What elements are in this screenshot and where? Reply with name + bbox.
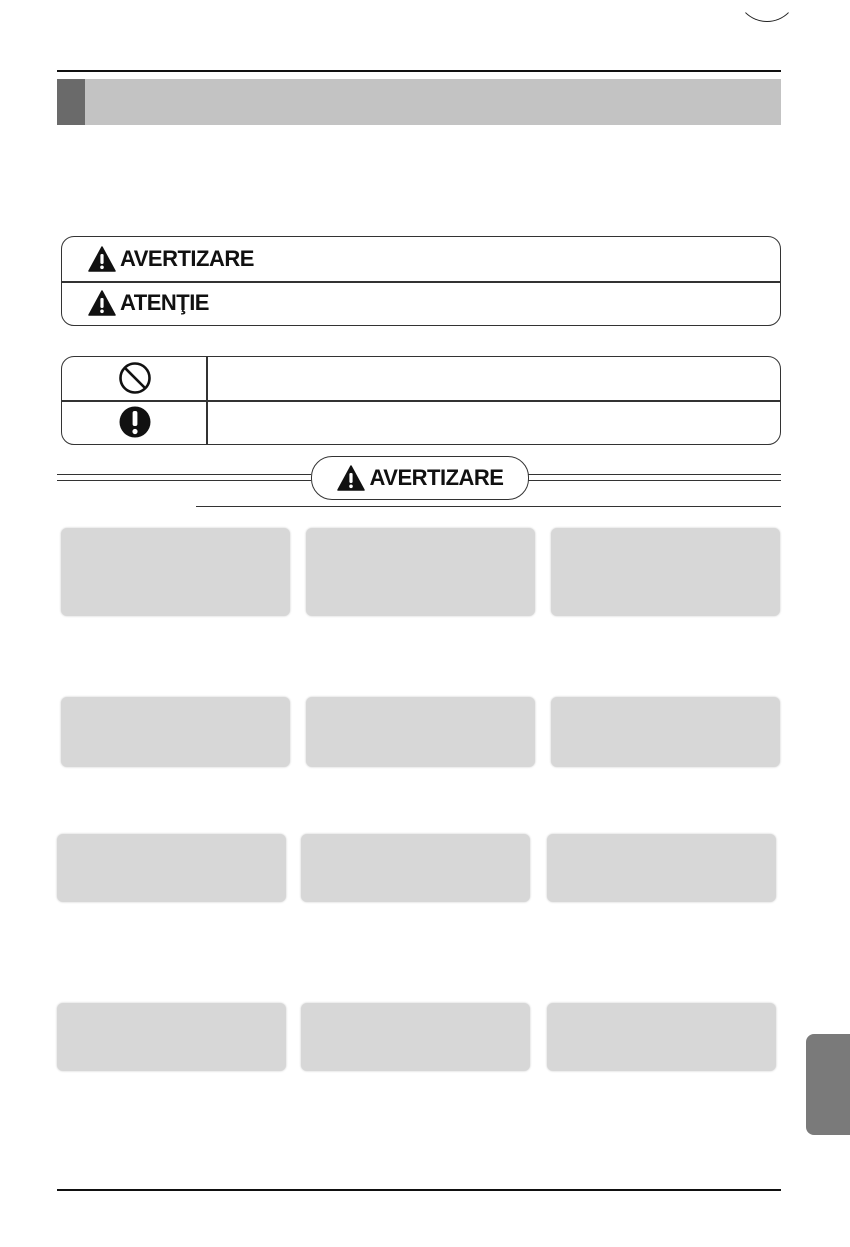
- page-corner-curve: [736, 0, 798, 22]
- symbol-legend-box: [61, 356, 781, 445]
- hazard-legend-box: [61, 236, 781, 326]
- illustration-card: [306, 528, 535, 616]
- illustration-card: [551, 528, 780, 616]
- legend-divider: [62, 281, 780, 283]
- symbol-legend-divider: [62, 400, 780, 402]
- exclamation-icon: [118, 405, 152, 439]
- warning-header-line-left-top: [57, 474, 311, 475]
- illustration-card: [61, 528, 290, 616]
- illustration-card: [57, 1003, 286, 1071]
- illustration-card: [61, 697, 290, 767]
- caution-triangle-icon: [88, 290, 116, 316]
- illustration-card: [301, 1003, 530, 1071]
- illustration-card: [306, 697, 535, 767]
- header-rule: [57, 70, 781, 72]
- warning-header-line-right-top: [527, 474, 781, 475]
- caution-legend-label: ATENŢIE: [120, 290, 209, 315]
- warning-triangle-icon: [337, 465, 365, 491]
- warning-triangle-icon: [88, 246, 116, 272]
- illustration-card: [547, 1003, 776, 1071]
- language-side-tab: [806, 1034, 850, 1135]
- illustration-card: [57, 834, 286, 902]
- warning-subheader-line: [196, 506, 781, 507]
- section-title-tab: [57, 79, 85, 125]
- section-title-bar: [57, 79, 781, 125]
- prohibition-icon: [118, 361, 152, 395]
- illustration-card: [551, 697, 780, 767]
- warning-section-badge: [311, 456, 529, 500]
- warning-legend-row: [88, 244, 254, 274]
- warning-header-line-left-bottom: [57, 480, 311, 481]
- illustration-card: [301, 834, 530, 902]
- warning-legend-label: AVERTIZARE: [120, 246, 254, 271]
- caution-legend-row: [88, 288, 209, 318]
- illustration-card: [547, 834, 776, 902]
- warning-header-line-right-bottom: [527, 480, 781, 481]
- footer-rule: [57, 1189, 781, 1191]
- warning-section-label: AVERTIZARE: [369, 465, 504, 490]
